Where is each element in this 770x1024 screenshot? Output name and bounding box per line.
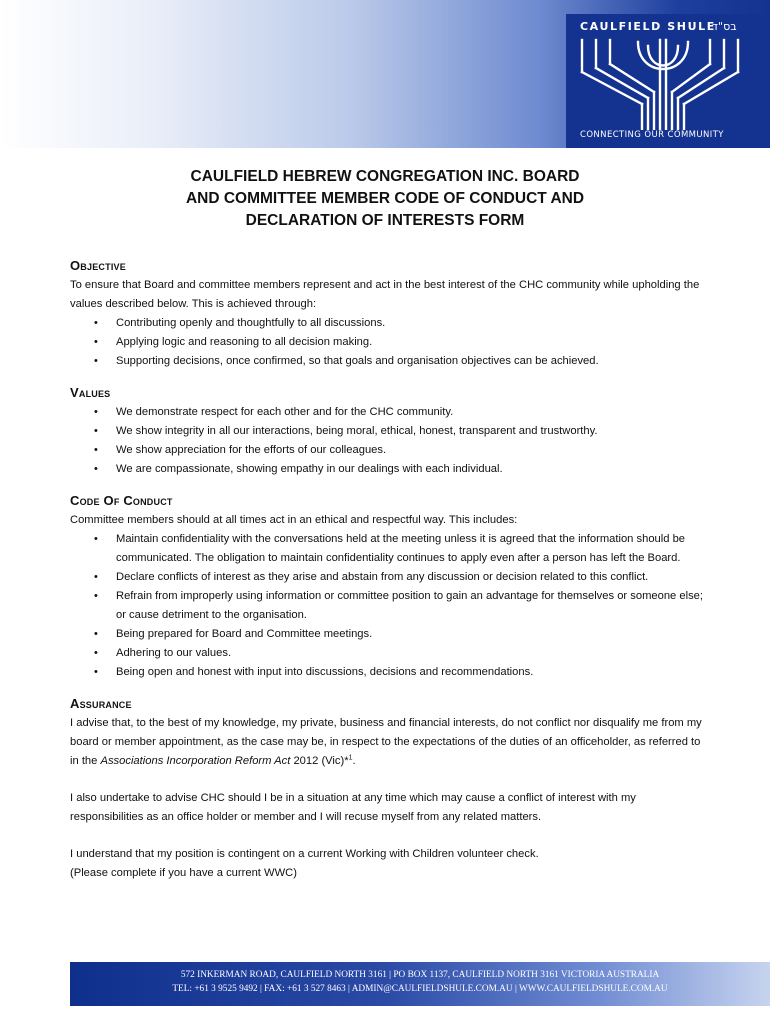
conduct-section: [70, 491, 710, 682]
assurance-section: [70, 694, 710, 883]
list-item: • Refrain from improperly using information or committee position to gain an advantage for themselves or someone else; or cause detriment to the organisation.: [116, 587, 710, 625]
list-item: • We demonstrate respect for each other and for the CHC community.: [116, 403, 710, 422]
logo-hebrew-text: בס"ד: [712, 20, 737, 33]
list-item: • Contributing openly and thoughtfully to all discussions.: [116, 314, 710, 333]
assurance-heading: Assurance: [70, 696, 132, 711]
conduct-list: [70, 530, 710, 682]
document-title: [0, 166, 770, 232]
title-line-2: AND COMMITTEE MEMBER CODE OF CONDUCT AND: [185, 190, 585, 207]
assurance-p1-dot: .: [352, 755, 356, 767]
objective-section: [70, 256, 710, 371]
list-item: • We show integrity in all our interactions, being moral, ethical, honest, transparent and trustworthy.: [116, 422, 710, 441]
footer-band: [70, 962, 770, 1006]
assurance-paragraph-3-line-1: I understand that my position is contingent on a current Working with Children volunteer check.: [70, 848, 539, 860]
objective-heading: Objective: [70, 258, 126, 273]
footnote-ref: 1: [348, 754, 353, 762]
assurance-paragraph-1: [70, 714, 710, 771]
footer-contacts: TEL: +61 3 9525 9492 | FAX: +61 3 527 8463 | ADMIN@CAULFIELDSHULE.COM.AU | WWW.CAULFIELDSHULE.COM.AU: [172, 984, 668, 994]
conduct-heading: Code Of Conduct: [70, 493, 173, 508]
list-item: • Adhering to our values.: [116, 644, 710, 663]
list-item: • We are compassionate, showing empathy in our dealings with each individual.: [116, 460, 710, 479]
title-line-3: DECLARATION OF INTERESTS FORM: [245, 212, 525, 229]
footer-address: 572 INKERMAN ROAD, CAULFIELD NORTH 3161 | PO BOX 1137, CAULFIELD NORTH 3161 VICTORIA AUSTRALIA: [180, 970, 660, 980]
list-item: • We show appreciation for the efforts of our colleagues.: [116, 441, 710, 460]
assurance-paragraph-2: I also undertake to advise CHC should I be in a situation at any time which may cause a conflict of interest with my responsibilities as an office holder or member and I will recuse myself from any related matters.: [70, 792, 636, 823]
assurance-paragraph-3-line-2: (Please complete if you have a current WWC): [70, 867, 297, 879]
list-item: • Being prepared for Board and Committee meetings.: [116, 625, 710, 644]
list-item: • Maintain confidentiality with the conversations held at the meeting unless it is agreed that the information should be communicated. The obligation to maintain confidentiality continues to apply even after a person has left the Board.: [116, 530, 710, 568]
menorah-icon: [572, 32, 764, 130]
logo: [566, 14, 770, 148]
assurance-p1-end: 2012 (Vic)*: [290, 755, 349, 767]
list-item: • Applying logic and reasoning to all decision making.: [116, 333, 710, 352]
assurance-p1-start: I advise that, to the best of my knowledge, my private, business and financial interests, do not conflict nor disqualify me from my board or member appointment, as the case may be, in respect to the expectations of the duties of an officeholder, as referred to in the: [70, 717, 702, 767]
values-list: [70, 403, 710, 479]
title-line-1: CAULFIELD HEBREW CONGREGATION INC. BOARD: [190, 168, 580, 185]
logo-tagline: CONNECTING OUR COMMUNITY: [580, 130, 724, 140]
logo-name: CAULFIELD SHULE: [580, 20, 716, 33]
objective-list: [70, 314, 710, 371]
values-section: [70, 383, 710, 479]
objective-intro: To ensure that Board and committee members represent and act in the best interest of the CHC community while upholding the values described below. This is achieved through:: [70, 279, 700, 310]
list-item: • Being open and honest with input into discussions, decisions and recommendations.: [116, 663, 710, 682]
act-name: Associations Incorporation Reform Act: [100, 755, 291, 767]
list-item: • Declare conflicts of interest as they arise and abstain from any discussion or decision related to this conflict.: [116, 568, 710, 587]
document-body: [70, 256, 710, 895]
list-item: • Supporting decisions, once confirmed, so that goals and organisation objectives can be achieved.: [116, 352, 710, 371]
conduct-intro: Committee members should at all times act in an ethical and respectful way. This includes:: [70, 514, 518, 526]
values-heading: Values: [70, 385, 111, 400]
